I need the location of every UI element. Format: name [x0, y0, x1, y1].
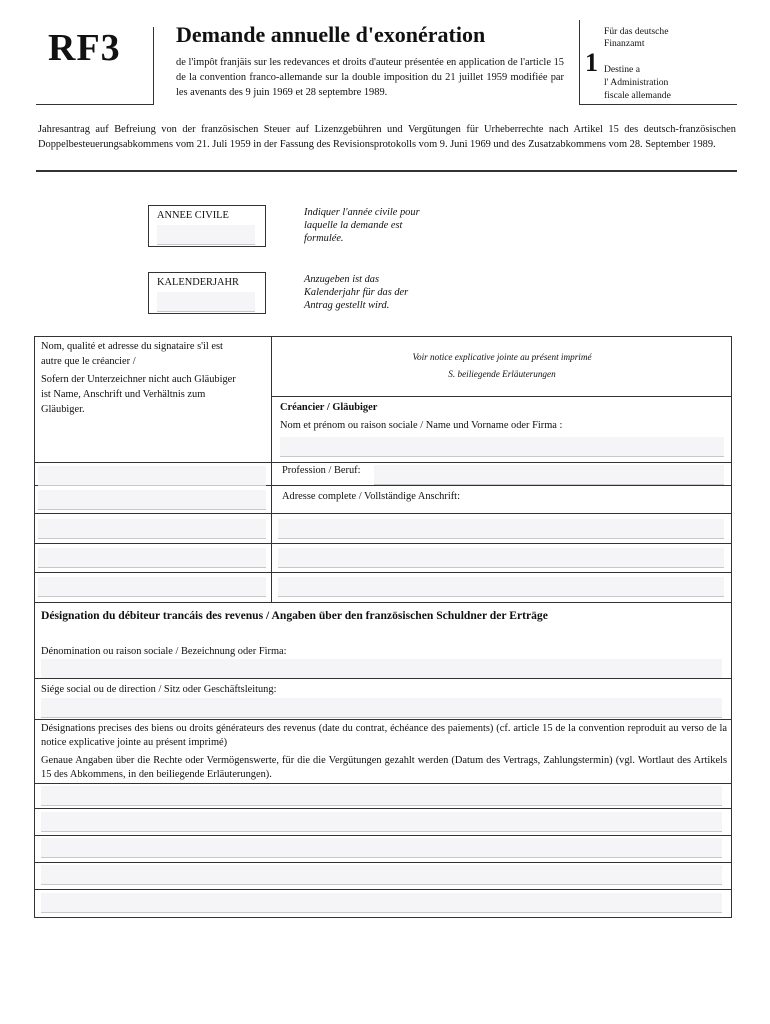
kalenderjahr-hint-l1: Anzugeben ist das	[304, 274, 380, 285]
address-label: Adresse complete / Vollständige Anschrift:	[282, 491, 460, 502]
header-divider-right	[579, 20, 580, 105]
signatory-input-4[interactable]	[38, 548, 266, 568]
copy-recipient-de-l1: Für das deutsche	[604, 26, 669, 37]
designation-rule-3	[34, 835, 732, 836]
row-rule-1	[34, 462, 732, 463]
creditor-heading: Créancier / Gläubiger	[280, 402, 378, 413]
designation-input-5[interactable]	[41, 893, 722, 913]
signatory-label-fr-l2: autre que le créancier /	[41, 356, 136, 367]
signatory-label-de-l1: Sofern der Unterzeichner nicht auch Gläubiger	[41, 374, 236, 385]
seat-label: Siége social ou de direction / Sitz oder Geschäftsleitung:	[41, 684, 277, 695]
header-divider-left	[153, 27, 154, 105]
designation-rule-1	[34, 783, 732, 784]
seat-input[interactable]	[41, 698, 722, 718]
address-input-1[interactable]	[278, 519, 724, 539]
designation-rule-5	[34, 889, 732, 890]
creditor-name-label: Nom et prénom ou raison sociale / Name und Vorname oder Firma :	[280, 420, 563, 431]
signatory-label-de-l2: ist Name, Anschrift und Verhältnis zum	[41, 389, 206, 400]
denomination-input[interactable]	[41, 659, 722, 679]
designation-rule-4	[34, 862, 732, 863]
creditor-name-input[interactable]	[280, 437, 724, 457]
intro-rule	[36, 170, 737, 172]
form-title: Demande annuelle d'exonération	[176, 22, 486, 47]
kalenderjahr-hint	[304, 273, 408, 312]
signatory-input-3[interactable]	[38, 519, 266, 539]
designation-rule-2	[34, 808, 732, 809]
designation-input-3[interactable]	[41, 838, 722, 858]
signatory-input-5[interactable]	[38, 577, 266, 597]
signatory-label	[41, 339, 266, 417]
profession-input[interactable]	[374, 465, 724, 485]
header-rule-left	[36, 104, 154, 105]
designation-input-1[interactable]	[41, 786, 722, 806]
profession-label: Profession / Beruf:	[282, 465, 361, 476]
copy-recipient-de-l2: Finanzamt	[604, 38, 645, 49]
annee-civile-box	[148, 205, 266, 247]
signatory-input-1[interactable]	[38, 466, 266, 486]
copy-recipient-de	[604, 26, 668, 50]
signatory-label-fr-l1: Nom, qualité et adresse du signataire s'il est	[41, 341, 223, 352]
debtor-rule-2	[34, 719, 732, 720]
row-rule-3	[34, 513, 732, 514]
row-rule-5	[34, 572, 732, 573]
annee-civile-input[interactable]	[157, 225, 255, 245]
annee-civile-hint-l2: laquelle la demande est	[304, 220, 403, 231]
german-intro: Jahresantrag auf Befreiung von der französischen Steuer auf Lizenzgebühren und Vergütungen für Urheberrechte nach Artikel 15 des deutsch-französischen Doppelbesteuerungsabkommens vom 21. Juli 1959 in der Fassung des Revisionsprotokolls vom 9. Juni 1969 und des Zusatzabkommens vom 28. September 1989.	[38, 124, 736, 150]
designation-input-4[interactable]	[41, 865, 722, 885]
annee-civile-label: ANNEE CIVILE	[157, 210, 229, 221]
copy-recipient-fr	[604, 63, 671, 102]
row-rule-4	[34, 543, 732, 544]
kalenderjahr-hint-l2: Kalenderjahr für das der	[304, 287, 409, 298]
address-input-3[interactable]	[278, 577, 724, 597]
annee-civile-hint-l3: formulée.	[304, 233, 344, 244]
copy-recipient-fr-l2: l' Administration	[604, 77, 669, 88]
copy-number: 1	[585, 48, 598, 77]
designation-de: Genaue Angaben über die Rechte oder Vermögenswerte, für die die Vergütungen gezahlt werden (Datum des Vertrags, Zahlungstermin) (vgl. Wortlaut des Artikels 15 des Abkommens, in den beiliegende Erläuterungen).	[41, 755, 727, 780]
address-input-2[interactable]	[278, 548, 724, 568]
designation-fr: Désignations precises des biens ou droits générateurs des revenus (date du contrat, échéance des paiements) (cf. article 15 de la convention reproduit au verso de la notice explicative jointe au présent imprimé)	[41, 723, 727, 748]
debtor-heading: Désignation du débiteur trancáis des revenus / Angaben über den französischen Schuldner der Erträge	[41, 609, 548, 622]
signatory-label-de-l3: Gläubiger.	[41, 404, 85, 415]
signatory-input-2[interactable]	[38, 490, 266, 510]
kalenderjahr-label: KALENDERJAHR	[157, 277, 239, 288]
header-rule-right	[579, 104, 737, 105]
kalenderjahr-box	[148, 272, 266, 314]
form-code: RF3	[48, 27, 121, 69]
kalenderjahr-hint-l3: Antrag gestellt wird.	[304, 300, 390, 311]
designation-input-2[interactable]	[41, 812, 722, 832]
annee-civile-hint-l1: Indiquer l'année civile pour	[304, 207, 420, 218]
notice-bottom-rule	[271, 396, 732, 397]
form-subtitle: de l'impôt franjäis sur les redevances et droits d'auteur présentée en application de l'article 15 de la convention franco-allemande sur la double imposition du 21 juillet 1959 modifiée par les avenants des 9 juin 1969 et 28 septembre 1989.	[176, 57, 564, 98]
annee-civile-hint	[304, 206, 420, 245]
debtor-rule-1	[34, 678, 732, 679]
notice-fr: Voir notice explicative jointe au présent imprimé	[412, 352, 592, 362]
copy-recipient-fr-l3: fiscale allemande	[604, 90, 671, 101]
denomination-label: Dénomination ou raison sociale / Bezeichnung oder Firma:	[41, 646, 287, 657]
kalenderjahr-input[interactable]	[157, 292, 255, 312]
copy-recipient-fr-l1: Destine a	[604, 64, 640, 75]
notice-de: S. beiliegende Erläuterungen	[448, 369, 556, 379]
